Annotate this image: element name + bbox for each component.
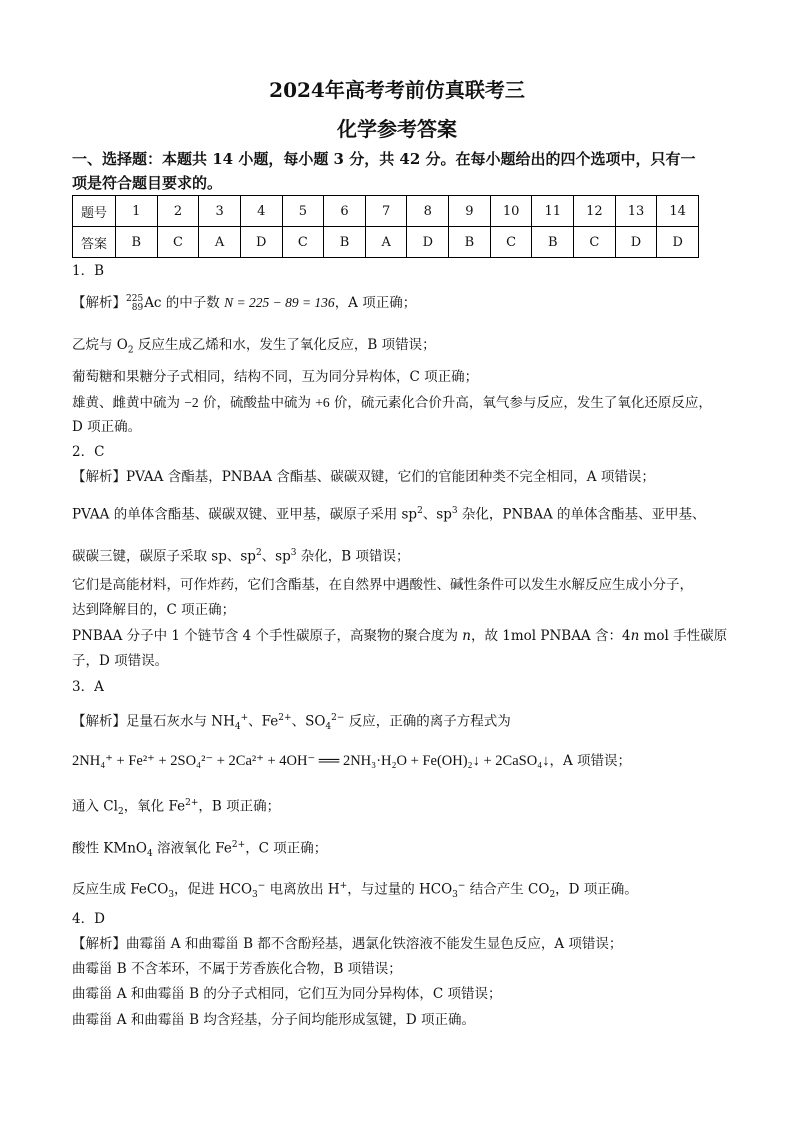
text-span: 价，硫元素化合价升高，氧气参与反应，发生了氧化还原反应， xyxy=(329,395,712,411)
subscript: 4 xyxy=(325,722,332,733)
q2-line5: 达到降解目的，C 项正确； xyxy=(72,602,236,618)
subscript: 3 xyxy=(452,890,458,901)
text-span: 碳碳三键，碳原子采取 sp、sp xyxy=(72,548,256,565)
text-span: 杂化，PNBAA 的单体含酯基、亚甲基、 xyxy=(457,506,706,523)
q3-line1 xyxy=(72,709,511,736)
value: −2 xyxy=(184,395,199,410)
section-heading-line1: 一、选择题：本题共 14 小题，每小题 3 分，共 42 分。在每小题给出的四个选项中，只有一 xyxy=(72,150,696,168)
superscript: − xyxy=(457,881,466,891)
answer-cell: B xyxy=(449,227,491,258)
q1-line1 xyxy=(72,294,416,313)
atomic-number: 89 xyxy=(131,302,144,313)
superscript: + xyxy=(339,881,348,891)
superscript: − xyxy=(257,881,266,891)
text-span: 、sp xyxy=(422,506,452,523)
answer-cell: D xyxy=(657,227,699,258)
superscript: 2+ xyxy=(231,840,246,850)
q4-line1: 【解析】曲霉甾 A 和曲霉甾 B 都不含酚羟基，遇氯化铁溶液不能发生显色反应，A 项错误； xyxy=(72,936,623,952)
superscript: 2 xyxy=(417,506,423,516)
text-span: 、sp xyxy=(261,548,291,565)
subscript: 3 xyxy=(252,890,258,901)
q3-line4 xyxy=(72,836,327,863)
subscript: 2 xyxy=(127,345,134,356)
answer-cell: A xyxy=(199,227,241,258)
superscript: 3 xyxy=(451,506,458,516)
document-subtitle: 化学参考答案 xyxy=(337,117,457,141)
answer-cell: B xyxy=(532,227,574,258)
row-header-number: 题号 xyxy=(73,196,116,227)
q3-line5 xyxy=(72,877,638,904)
q3-ionic-equation xyxy=(72,752,631,770)
question-number-cell: 9 xyxy=(449,196,491,227)
nuclide-notation xyxy=(126,295,143,313)
question-number-cell: 6 xyxy=(324,196,366,227)
q4-line2: 曲霉甾 B 不含苯环，不属于芳香族化合物，B 项错误； xyxy=(72,961,402,977)
q1-number: 1．B xyxy=(72,263,105,279)
variable: n xyxy=(630,628,640,644)
question-number-cell: 5 xyxy=(282,196,324,227)
text-span: 溶液氧化 Fe xyxy=(152,840,232,857)
equation: N = 225 − 89 = 136 xyxy=(224,295,335,310)
question-number-cell: 12 xyxy=(574,196,616,227)
text-span: 反应生成乙烯和水，发生了氧化反应，B 项错误； xyxy=(133,337,436,353)
q4-line3: 曲霉甾 A 和曲霉甾 B 的分子式相同，它们互为同分异构体，C 项错误； xyxy=(72,986,502,1002)
answer-cell: C xyxy=(490,227,532,258)
answer-cell: D xyxy=(615,227,657,258)
q2-line7: 子，D 项错误。 xyxy=(72,653,169,669)
text-span: ，故 1mol PNBAA 含：4 xyxy=(470,628,631,644)
question-number-cell: 4 xyxy=(240,196,282,227)
q4-number: 4．D xyxy=(72,911,105,927)
text-span: ，A 项错误； xyxy=(549,753,632,769)
q2-line6 xyxy=(72,627,727,645)
superscript: 3 xyxy=(290,548,297,558)
mass-number: 225 xyxy=(126,293,144,304)
question-number-cell: 10 xyxy=(490,196,532,227)
answer-cell: C xyxy=(282,227,324,258)
text-span: ，B 项正确； xyxy=(198,798,281,815)
answer-table xyxy=(72,195,699,258)
q2-line4: 它们是高能材料，可作炸药，它们含酯基，在自然界中遇酸性、碱性条件可以发生水解反应生成小分子， xyxy=(72,577,693,593)
text-span: 、Fe xyxy=(248,713,279,730)
question-number-cell: 8 xyxy=(407,196,449,227)
row-header-answer: 答案 xyxy=(73,227,116,258)
text-span: 电离放出 H xyxy=(265,881,340,898)
subscript: 2 xyxy=(549,890,556,901)
q2-line2 xyxy=(72,502,706,524)
subscript: 4 xyxy=(146,849,153,860)
text-span: ，D 项正确。 xyxy=(555,881,638,898)
question-number-cell: 7 xyxy=(365,196,407,227)
q2-line3 xyxy=(72,544,410,566)
question-number-cell: 14 xyxy=(657,196,699,227)
text-span: 反应生成 FeCO xyxy=(72,881,169,898)
text-span: PNBAA 分子中 1 个链节含 4 个手性碳原子，高聚物的聚合度为 xyxy=(72,628,463,644)
text-span: 酸性 KMnO xyxy=(72,840,147,857)
value: +6 xyxy=(315,395,330,410)
answer-table-row-answers xyxy=(73,227,699,258)
text-span: PVAA 的单体含酯基、碳碳双键、亚甲基，碳原子采用 sp xyxy=(72,506,418,523)
variable: n xyxy=(462,628,471,644)
text-span: ，氧化 Fe xyxy=(123,798,186,815)
text-span: 【解析】足量石灰水与 NH xyxy=(72,713,235,730)
answer-cell: C xyxy=(157,227,199,258)
text-span: ，A 项正确； xyxy=(334,295,417,311)
q1-line5: D 项正确。 xyxy=(72,419,142,435)
text-span: 反应，正确的离子方程式为 xyxy=(344,713,511,730)
superscript: 2+ xyxy=(278,713,292,723)
text-span: 价，硫酸盐中硫为 xyxy=(198,395,316,411)
answer-cell: C xyxy=(574,227,616,258)
analysis-tag: 【解析】 xyxy=(72,295,126,311)
answer-cell: D xyxy=(407,227,449,258)
answer-cell: A xyxy=(365,227,407,258)
answer-table-row-numbers xyxy=(73,196,699,227)
superscript: + xyxy=(240,713,249,723)
section-heading-line2: 项是符合题目要求的。 xyxy=(72,174,223,192)
q2-number: 2．C xyxy=(72,444,105,460)
text-span: 乙烷与 O xyxy=(72,337,128,353)
q3-line3 xyxy=(72,794,280,821)
superscript: 2 xyxy=(255,548,262,558)
text-span: 杂化，B 项错误； xyxy=(296,548,410,565)
text-span: ，促进 HCO xyxy=(174,881,253,898)
question-number-cell: 1 xyxy=(116,196,158,227)
q1-line2 xyxy=(72,336,436,360)
text-span: Ac 的中子数 xyxy=(144,295,225,311)
superscript: 2+ xyxy=(185,798,199,808)
subscript: 3 xyxy=(168,890,175,901)
text-span: 雄黄、雌黄中硫为 xyxy=(72,395,185,411)
subscript: 4 xyxy=(234,722,241,733)
answer-cell: B xyxy=(324,227,366,258)
text-span: 通入 Cl xyxy=(72,798,118,815)
text-span: mol 手性碳原 xyxy=(639,628,728,644)
question-number-cell: 13 xyxy=(615,196,657,227)
question-number-cell: 11 xyxy=(532,196,574,227)
q2-line1: 【解析】PVAA 含酯基，PNBAA 含酯基、碳碳双键，它们的官能团种类不完全相同，A 项错误； xyxy=(72,469,655,485)
text-span: ，与过量的 HCO xyxy=(347,881,453,898)
answer-cell: B xyxy=(116,227,158,258)
q1-line4 xyxy=(72,394,712,412)
answer-cell: D xyxy=(240,227,282,258)
text-span: ，C 项正确； xyxy=(245,840,328,857)
superscript: 2− xyxy=(331,713,345,723)
text-span: 、SO xyxy=(291,713,326,730)
document-title: 2024年高考考前仿真联考三 xyxy=(269,78,525,102)
question-number-cell: 3 xyxy=(199,196,241,227)
q4-line4: 曲霉甾 A 和曲霉甾 B 均含羟基，分子间均能形成氢键，D 项正确。 xyxy=(72,1012,475,1028)
question-number-cell: 2 xyxy=(157,196,199,227)
subscript: 2 xyxy=(117,807,124,818)
text-span: 结合产生 CO xyxy=(465,881,550,898)
q3-number: 3．A xyxy=(72,679,104,695)
equation: 2NH₄⁺ + Fe²⁺ + 2SO₄²⁻ + 2Ca²⁺ + 4OH⁻ ══ 2NH₃·H₂O + Fe(OH)₂↓ + 2CaSO₄↓ xyxy=(72,753,550,769)
q1-line3: 葡萄糖和果糖分子式相同，结构不同，互为同分异构体，C 项正确； xyxy=(72,369,479,385)
